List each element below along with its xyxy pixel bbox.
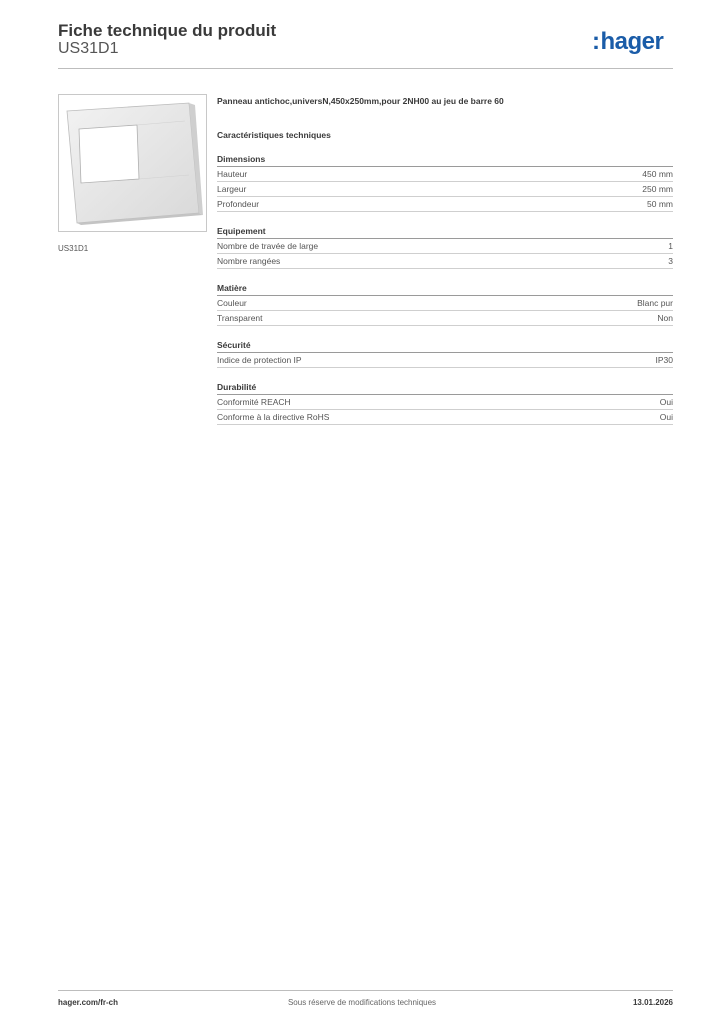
spec-value: 3: [668, 256, 673, 266]
spec-value: 250 mm: [642, 184, 673, 194]
product-description: Panneau antichoc,universN,450x250mm,pour 2NH00 au jeu de barre 60: [217, 96, 504, 106]
spec-value: IP30: [655, 355, 673, 365]
spec-row: [217, 197, 673, 212]
footer-notice: Sous réserve de modifications techniques: [287, 998, 437, 1007]
image-caption: US31D1: [58, 244, 89, 253]
section-title: Dimensions: [217, 154, 673, 167]
spec-row: [217, 296, 673, 311]
spec-row: [217, 311, 673, 326]
spec-row: [217, 410, 673, 425]
section-securite: [217, 340, 673, 368]
spec-value: 1: [668, 241, 673, 251]
logo-text: hager: [600, 28, 664, 55]
spec-row: [217, 167, 673, 182]
page-title: Fiche technique du produit: [58, 21, 277, 40]
logo-dots-icon: :: [592, 28, 600, 55]
spec-value: Blanc pur: [637, 298, 673, 308]
characteristics-heading: Caractéristiques techniques: [217, 130, 331, 140]
product-code: US31D1: [58, 40, 119, 57]
spec-label: Transparent: [217, 313, 263, 323]
footer-divider: [58, 990, 673, 991]
product-image: [58, 94, 207, 232]
section-equipement: [217, 226, 673, 269]
spec-label: Profondeur: [217, 199, 260, 209]
section-durabilite: [217, 382, 673, 425]
spec-row: [217, 254, 673, 269]
footer-date: 13.01.2026: [632, 998, 673, 1007]
section-title: Durabilité: [217, 382, 673, 395]
header-divider: [58, 68, 673, 69]
section-title: Equipement: [217, 226, 673, 239]
spec-label: Conforme à la directive RoHS: [217, 412, 330, 422]
spec-value: Oui: [659, 397, 673, 407]
panel-illustration: [59, 95, 206, 231]
spec-value: Oui: [659, 412, 673, 422]
section-dimensions: [217, 154, 673, 212]
spec-value: 450 mm: [642, 169, 673, 179]
spec-label: Largeur: [217, 184, 247, 194]
product-details: [217, 96, 673, 425]
footer-website: hager.com/fr-ch: [58, 998, 119, 1007]
hager-logo: [592, 28, 663, 56]
spec-label: Conformité REACH: [217, 397, 291, 407]
spec-label: Nombre rangées: [217, 256, 281, 266]
spec-value: Non: [657, 313, 673, 323]
section-matiere: [217, 283, 673, 326]
spec-row: [217, 182, 673, 197]
spec-row: [217, 239, 673, 254]
spec-value: 50 mm: [647, 199, 673, 209]
spec-label: Indice de protection IP: [217, 355, 302, 365]
spec-row: [217, 353, 673, 368]
spec-label: Nombre de travée de large: [217, 241, 319, 251]
spec-label: Hauteur: [217, 169, 248, 179]
spec-label: Couleur: [217, 298, 247, 308]
spec-row: [217, 395, 673, 410]
section-title: Sécurité: [217, 340, 673, 353]
section-title: Matière: [217, 283, 673, 296]
